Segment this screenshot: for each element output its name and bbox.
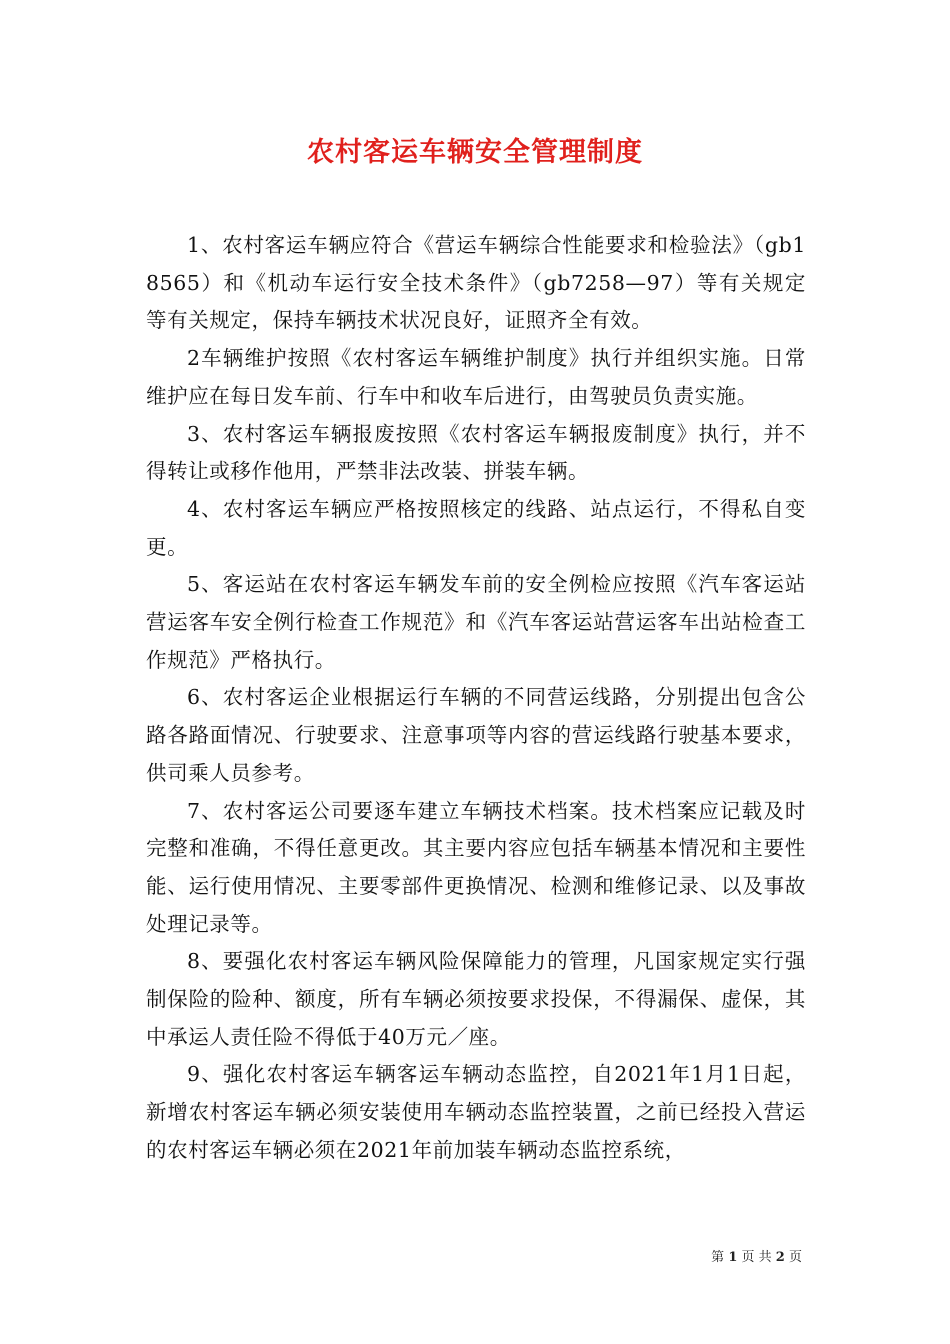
paragraph-9: 9、强化农村客运车辆客运车辆动态监控，自2021年1月1日起，新增农村客运车辆必须安装使用车辆动态监控装置，之前已经投入营运的农村客运车辆必须在2021年前加装车辆动态监控系统， xyxy=(146,1062,806,1162)
footer-current-page: 1 xyxy=(728,1250,738,1265)
paragraph-2: 2车辆维护按照《农村客运车辆维护制度》执行并组织实施。日常维护应在每日发车前、行车中和收车后进行，由驾驶员负责实施。 xyxy=(146,346,806,408)
paragraph-5: 5、客运站在农村客运车辆发车前的安全例检应按照《汽车客运站营运客车安全例行检查工作规范》和《汽车客运站营运客车出站检查工作规范》严格执行。 xyxy=(146,572,806,672)
paragraph-4: 4、农村客运车辆应严格按照核定的线路、站点运行，不得私自变更。 xyxy=(146,496,806,559)
paragraph-1: 1、农村客运车辆应符合《营运车辆综合性能要求和检验法》（gb18565）和《机动车运行安全技术条件》（gb7258—97）等有关规定等有关规定，保持车辆技术状况良好，证照齐全有效。 xyxy=(146,233,806,333)
document-body xyxy=(146,227,806,1170)
paragraph-6: 6、农村客运企业根据运行车辆的不同营运线路，分别提出包含公路各路面情况、行驶要求、注意事项等内容的营运线路行驶基本要求，供司乘人员参考。 xyxy=(146,685,806,785)
paragraph-7: 7、农村客运公司要逐车建立车辆技术档案。技术档案应记载及时完整和准确，不得任意更改。其主要内容应包括车辆基本情况和主要性能、运行使用情况、主要零部件更换情况、检测和维修记录、以及事故处理记录等。 xyxy=(146,798,806,936)
footer-total-pages: 2 xyxy=(775,1250,785,1265)
footer-middle: 页 共 xyxy=(741,1250,772,1265)
footer-prefix: 第 xyxy=(711,1250,725,1265)
footer-suffix: 页 xyxy=(788,1250,802,1265)
paragraph-8: 8、要强化农村客运车辆风险保障能力的管理，凡国家规定实行强制保险的险种、额度，所有车辆必须按要求投保，不得漏保、虚保，其中承运人责任险不得低于40万元／座。 xyxy=(146,949,806,1049)
paragraph-3: 3、农村客运车辆报废按照《农村客运车辆报废制度》执行，并不得转让或移作他用，严禁非法改装、拼装车辆。 xyxy=(146,421,806,484)
document-title: 农村客运车辆安全管理制度 xyxy=(307,137,643,168)
page-number-footer xyxy=(711,1246,802,1265)
